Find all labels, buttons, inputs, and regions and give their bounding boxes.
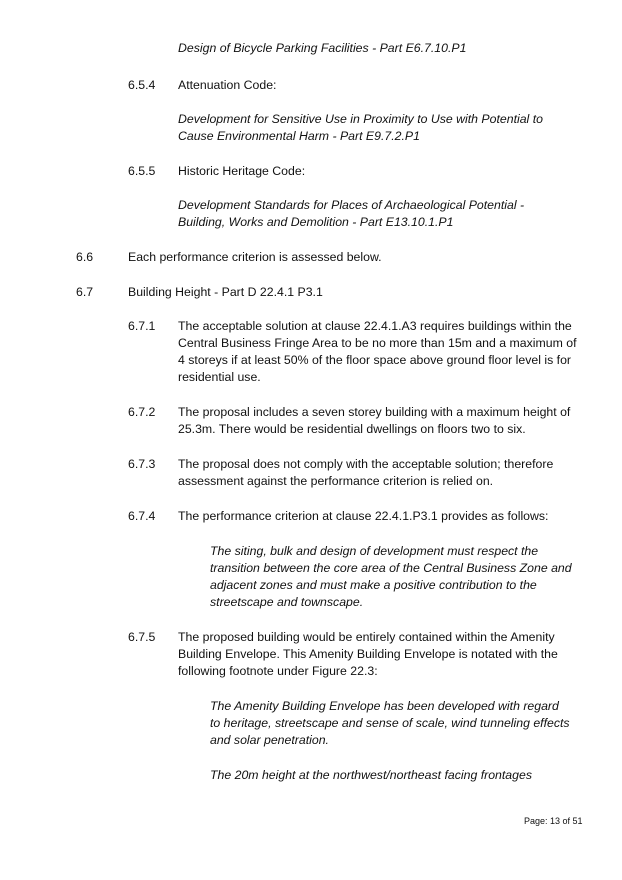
section-6-6-number: 6.6 <box>76 250 94 264</box>
section-6-7-heading: Building Height - Part D 22.4.1 P3.1 <box>128 285 323 299</box>
section-6-5-5-standard-line1: Development Standards for Places of Archaeological Potential - <box>178 198 525 212</box>
para-6-7-5-line: The proposed building would be entirely contained within the Amenity <box>178 630 555 644</box>
section-6-5-4-title: Attenuation Code: <box>178 78 277 92</box>
section-6-5-5-title: Historic Heritage Code: <box>178 164 306 178</box>
para-6-7-1-line: residential use. <box>178 370 261 384</box>
quote-performance-criterion-line: adjacent zones and must make a positive contribution to the <box>210 578 537 592</box>
quote-height-frontages-line: The 20m height at the northwest/northeast facing frontages <box>210 768 532 782</box>
quote-footnote-line: The Amenity Building Envelope has been developed with regard <box>210 699 559 713</box>
bicycle-parking-ref: Design of Bicycle Parking Facilities - Part E6.7.10.P1 <box>178 41 467 55</box>
quote-footnote-line: and solar penetration. <box>210 733 329 747</box>
section-6-7-number: 6.7 <box>76 285 94 299</box>
para-6-7-1-number: 6.7.1 <box>128 319 156 333</box>
para-6-7-2-line: The proposal includes a seven storey building with a maximum height of <box>178 405 571 419</box>
section-6-6-text: Each performance criterion is assessed below. <box>128 250 382 264</box>
para-6-7-4-text: The performance criterion at clause 22.4.1.P3.1 provides as follows: <box>178 509 549 523</box>
section-6-5-5-number: 6.5.5 <box>128 164 156 178</box>
page-number-footer: Page: 13 of 51 <box>524 816 583 826</box>
para-6-7-1-line: Central Business Fringe Area to be no more than 15m and a maximum of <box>178 336 577 350</box>
para-6-7-5-line: following footnote under Figure 22.3: <box>178 664 378 678</box>
para-6-7-3-line: The proposal does not comply with the acceptable solution; therefore <box>178 457 554 471</box>
para-6-7-5-number: 6.7.5 <box>128 630 156 644</box>
section-6-5-4-number: 6.5.4 <box>128 78 156 92</box>
para-6-7-2-line: 25.3m. There would be residential dwellings on floors two to six. <box>178 422 526 436</box>
section-6-5-4-standard-line1: Development for Sensitive Use in Proximity to Use with Potential to <box>178 112 543 126</box>
quote-performance-criterion-line: transition between the core area of the Central Business Zone and <box>210 561 572 575</box>
para-6-7-3-line: assessment against the performance criterion is relied on. <box>178 474 494 488</box>
para-6-7-3-number: 6.7.3 <box>128 457 156 471</box>
section-6-5-5-standard-line2: Building, Works and Demolition - Part E13.10.1.P1 <box>178 215 454 229</box>
quote-performance-criterion-line: The siting, bulk and design of development must respect the <box>210 544 539 558</box>
para-6-7-2-number: 6.7.2 <box>128 405 156 419</box>
para-6-7-1-line: 4 storeys if at least 50% of the floor space above ground floor level is for <box>178 353 572 367</box>
para-6-7-1-line: The acceptable solution at clause 22.4.1.A3 requires buildings within the <box>178 319 572 333</box>
para-6-7-5-line: Building Envelope. This Amenity Building Envelope is notated with the <box>178 647 558 661</box>
para-6-7-4-number: 6.7.4 <box>128 509 156 523</box>
quote-footnote-line: to heritage, streetscape and sense of scale, wind tunneling effects <box>210 716 570 730</box>
section-6-5-4-standard-line2: Cause Environmental Harm - Part E9.7.2.P1 <box>178 129 420 143</box>
quote-performance-criterion-line: streetscape and townscape. <box>210 595 364 609</box>
